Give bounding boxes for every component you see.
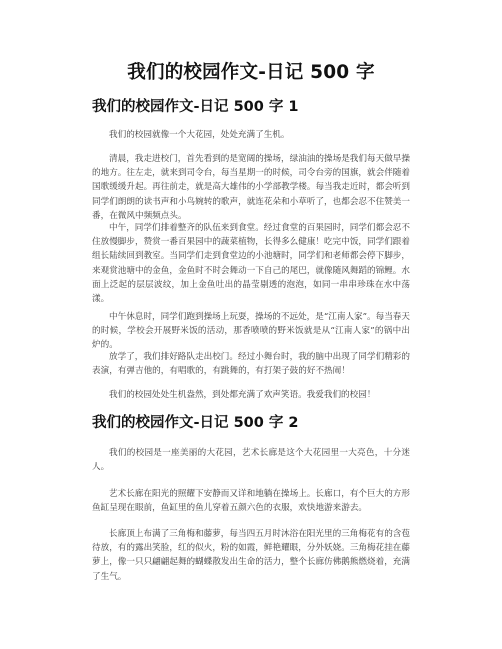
- section-1-paragraph-4: 中午休息时，同学们跑到操场上玩耍，操场的不远处，是“江南人家”。每当春天的时候，学校会开展野米饭的活动，那香喷喷的野米饭就是从“江南人家”的锅中出炉的。: [92, 312, 410, 351]
- section-1-paragraph-5: 放学了，我们排好路队走出校门。经过小舞台时，我的脑中出现了同学们精彩的表演，有弹吉他的，有唱歌的，有跳舞的，有打架子鼓的好不热闹！: [92, 352, 410, 377]
- section-heading-1: 我们的校园作文-日记 500 字 1: [92, 99, 299, 115]
- section-1-paragraph-2: 清晨，我走进校门，首先看到的是宽阔的操场，绿油油的操场是我们每天做早操的地方。往左走，就来到司令台，每当星期一的时候，司令台旁的国旗，就会伴随着国歌缓缓升起。再往前走，就是高大雄伟的小学部教学楼。每当我走近时，都会听到同学们朗朗的读书声和小鸟婉转的歌声，就连花朵和小草听了，也都会忍不住赞美一番，在微风中频频点头。: [92, 154, 410, 221]
- section-1-paragraph-3: 中午，同学们排着整齐的队伍来到食堂。经过食堂的百果园时，同学们都会忍不住放慢脚步，赞赏一番百果园中的蔬菜植物，长得多么健康！吃完中饭，同学们跟着组长陆续回到教室。当同学们走到食堂边的小池塘时，同学们和老师都会停下脚步，来观赏池塘中的金鱼，金鱼时不时会舞动一下自己的尾巴，就像随风舞蹈的锦鲤。水面上泛起的层层波纹，加上金鱼吐出的晶莹剔透的泡泡，如同一串串珍珠在水中荡漾。: [92, 223, 410, 305]
- section-1-paragraph-1: 我们的校园就像一个大花园，处处充满了生机。: [109, 130, 290, 140]
- section-heading-2: 我们的校园作文-日记 500 字 2: [92, 415, 299, 431]
- section-1-paragraph-6: 我们的校园处处生机盎然，到处都充满了欢声笑语。我爱我们的校园！: [109, 390, 376, 400]
- document-title: 我们的校园作文-日记 500 字: [127, 62, 375, 83]
- section-2-paragraph-3: 长廊顶上布满了三角梅和藤萝，每当四五月时沐浴在阳光里的三角梅花有的含苞待放，有的露出笑脸，红的似火，粉的如霞，鲜艳耀眼，分外妖娆。三角梅花挂在藤萝上，像一只只翩翩起舞的蝴蝶散发出生命的活力，整个长廊仿佛鹅熊燃烧着，充满了生气。: [92, 529, 410, 582]
- section-2-paragraph-2: 艺术长廊在阳光的照耀下安静而又详和地躺在操场上。长廊口，有个巨大的方形鱼缸呈现在眼前，鱼缸里的鱼儿穿着五颜六色的衣服，欢快地游来游去。: [92, 489, 410, 514]
- section-2-paragraph-1: 我们的校园是一座美丽的大花园，艺术长廊是这个大花园里一大亮色，十分迷人。: [92, 448, 410, 473]
